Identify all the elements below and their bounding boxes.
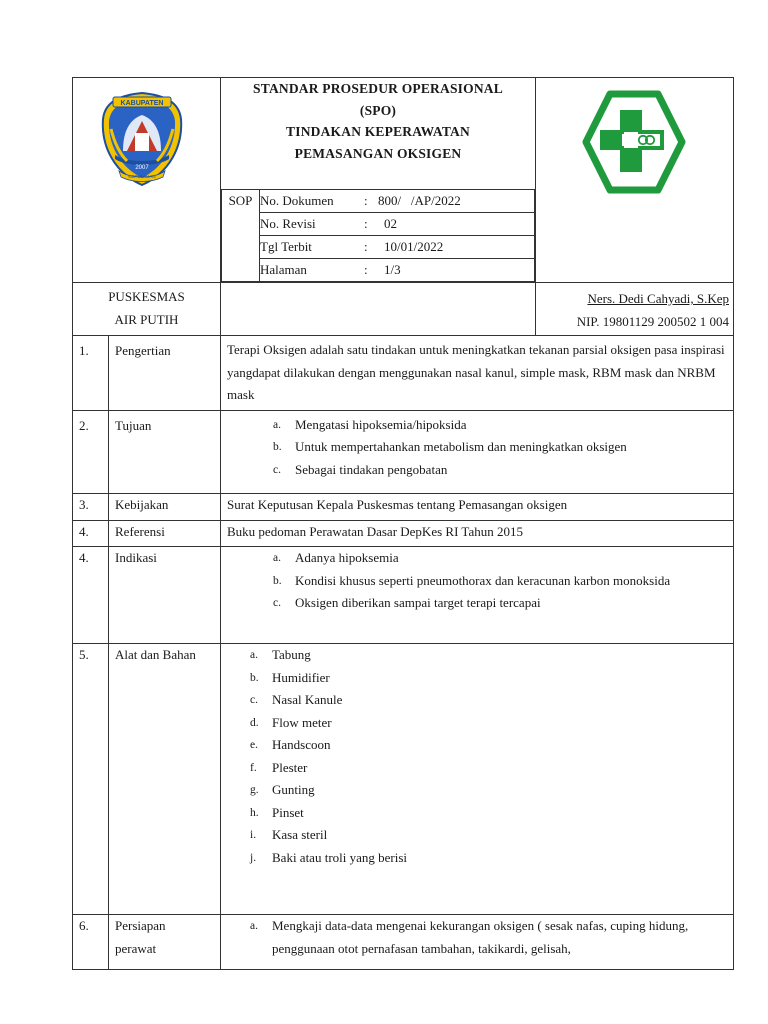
regency-emblem-logo [97, 89, 187, 189]
section-text: Terapi Oksigen adalah satu tindakan untuk meningkatkan tekanan parsial oksigen pasa inspirasi yangdapat dilakukan dengan menggunakan nasal kanul, simple mask, RBM mask dan NRBM mask [221, 336, 734, 411]
puskesmas-logo [582, 90, 686, 194]
list-item: a. Mengatasi hipoksemia/hipoksida [273, 416, 467, 432]
sop-value: 1/3 [384, 262, 401, 277]
section-list-cell [221, 644, 734, 915]
list-item: j. Baki atau troli yang berisi [250, 849, 408, 865]
sop-row-document [260, 190, 535, 213]
section-text: Surat Keputusan Kepala Puskesmas tentang Pemasangan oksigen [221, 494, 734, 521]
sop-meta-table [221, 190, 535, 282]
emblem-ribbon-text: KEPULAUAN [128, 174, 156, 179]
list-item: d. Flow meter [250, 714, 332, 730]
list-item: a. Adanya hipoksemia [273, 550, 399, 565]
section-number: 5. [73, 644, 109, 915]
org-name-line-1: PUSKESMAS [108, 289, 185, 304]
sop-row-page [260, 259, 535, 282]
section-row-pengertian [73, 336, 734, 411]
section-list-cell [221, 410, 734, 494]
sop-key: Halaman [260, 262, 307, 277]
sop-key: Tgl Terbit [260, 239, 312, 254]
org-name-line-2: AIR PUTIH [114, 312, 179, 327]
section-label: Referensi [109, 520, 221, 547]
emblem-banner-text: KABUPATEN [120, 100, 164, 107]
sop-meta-cell [221, 190, 536, 283]
section-list-cell [221, 915, 734, 970]
section-label: Indikasi [109, 547, 221, 644]
section-row-alat-bahan [73, 644, 734, 915]
section-number: 3. [73, 494, 109, 521]
section-row-tujuan [73, 410, 734, 494]
title-line-4: PEMASANGAN OKSIGEN [294, 145, 462, 161]
health-logo-cell [536, 78, 734, 283]
list-item: b. Untuk mempertahankan metabolism dan meningkatkan oksigen [273, 439, 627, 454]
title-line-2: (SPO) [359, 102, 397, 118]
list-item: c. Sebagai tindakan pengobatan [273, 461, 448, 477]
indikasi-list [273, 547, 727, 615]
section-label: Alat dan Bahan [109, 644, 221, 915]
section-row-indikasi [73, 547, 734, 644]
sop-sep: : [364, 216, 368, 231]
organization-cell [73, 283, 221, 336]
list-item: b. Kondisi khusus seperti pneumothorax dan keracunan karbon monoksida [273, 572, 671, 588]
list-item: h. Pinset [250, 804, 304, 820]
regency-emblem-cell [73, 78, 221, 283]
section-number: 1. [73, 336, 109, 411]
section-number: 6. [73, 915, 109, 970]
list-item: i. Kasa steril [250, 827, 328, 842]
list-item: g. Gunting [250, 782, 315, 797]
blank-cell [221, 283, 536, 336]
signature-cell [536, 283, 734, 336]
document-title-cell [221, 78, 536, 190]
sop-key: No. Revisi [260, 216, 316, 231]
list-item: b. Humidifier [250, 669, 330, 685]
sop-value: 10/01/2022 [384, 239, 444, 254]
list-item: a. Mengkaji data-data mengenai kekurangan oksigen ( sesak nafas, cuping hidung, penggunaan otot pernafasan tambahan, takikardi, gelisah, [250, 918, 689, 956]
sop-key: No. Dokumen [260, 193, 334, 208]
title-line-3: TINDAKAN KEPERAWATAN [286, 124, 470, 139]
sop-value: 02 [384, 216, 397, 231]
section-number: 2. [73, 410, 109, 494]
section-label: Tujuan [109, 410, 221, 494]
persiapan-list [250, 915, 727, 960]
section-label-line-1: Persiapan [115, 918, 166, 933]
list-item: c. Nasal Kanule [250, 692, 343, 707]
sop-label: SOP [222, 190, 260, 282]
section-row-persiapan [73, 915, 734, 970]
list-item: c. Oksigen diberikan sampai target terapi tercapai [273, 595, 541, 610]
section-list-cell [221, 547, 734, 644]
alat-list [250, 644, 727, 869]
section-row-referensi [73, 520, 734, 547]
sop-document-table [72, 77, 734, 970]
section-label [109, 915, 221, 970]
section-text: Buku pedoman Perawatan Dasar DepKes RI Tahun 2015 [221, 520, 734, 547]
list-item: e. Handscoon [250, 737, 331, 752]
list-item: a. Tabung [250, 647, 311, 662]
emblem-year-text: 2007 [135, 165, 149, 171]
tujuan-list [273, 414, 727, 482]
section-row-kebijakan [73, 494, 734, 521]
list-item: f. Plester [250, 759, 308, 775]
section-label-line-2: perawat [115, 940, 157, 956]
signer-nip: NIP. 19801129 200502 1 004 [576, 314, 729, 329]
sop-row-issue-date [260, 236, 535, 259]
sop-sep: : [364, 262, 368, 277]
section-label: Kebijakan [109, 494, 221, 521]
sop-row-revision [260, 213, 535, 236]
sop-value: 800/ /AP/2022 [378, 193, 461, 208]
title-line-1: STANDAR PROSEDUR OPERASIONAL [253, 81, 503, 96]
signer-name: Ners. Dedi Cahyadi, S.Kep [587, 291, 729, 306]
section-label: Pengertian [109, 336, 221, 411]
sop-sep: : [364, 193, 368, 208]
section-number: 4. [73, 520, 109, 547]
section-number: 4. [73, 547, 109, 644]
sop-sep: : [364, 239, 368, 254]
